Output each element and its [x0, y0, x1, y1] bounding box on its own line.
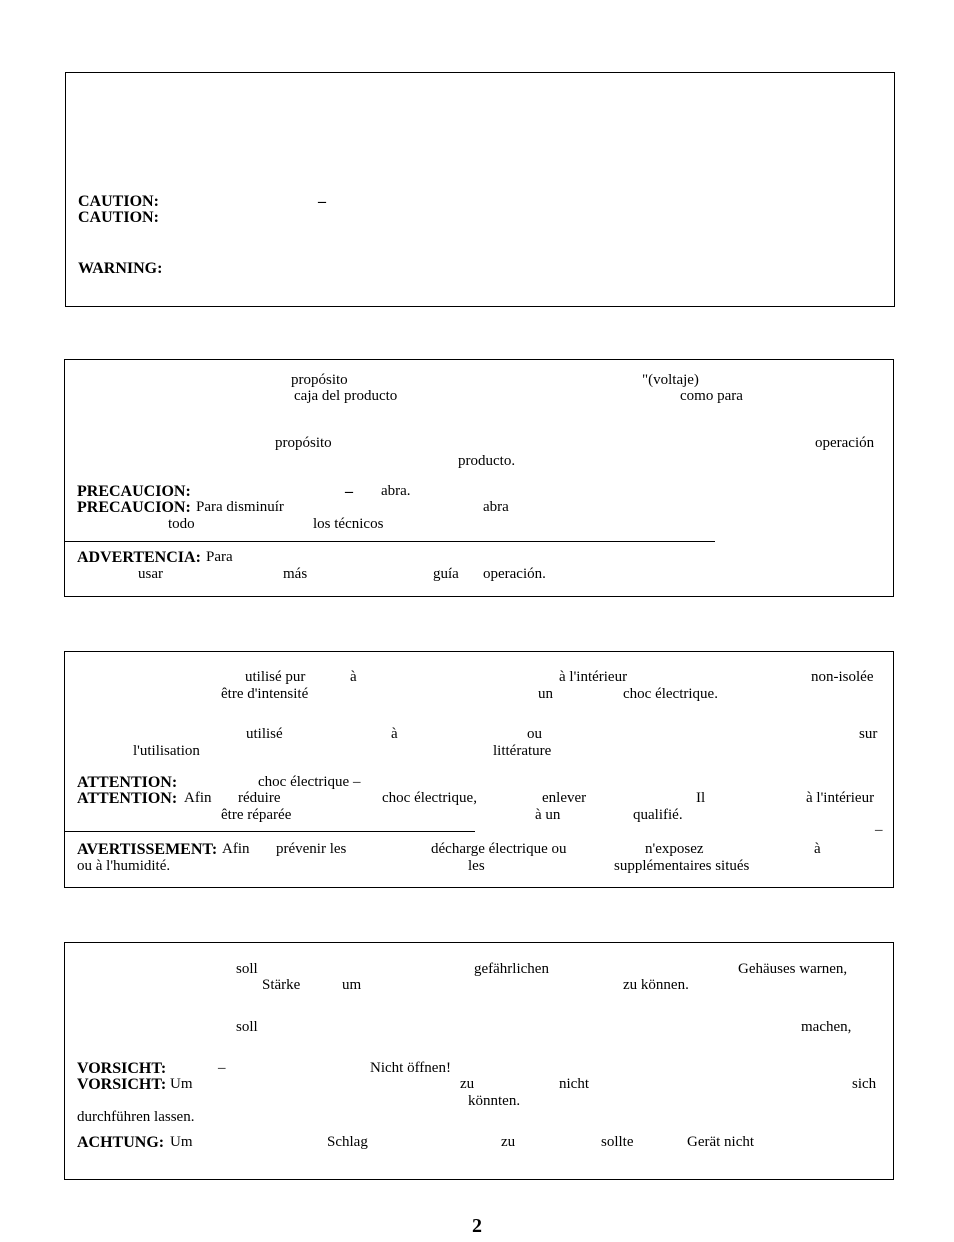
french-text: à [350, 669, 357, 685]
french-text: non-isolée [811, 669, 874, 685]
spanish-text: caja del producto [294, 388, 398, 404]
attention-label-2: ATTENTION: [77, 790, 178, 807]
german-text: Um [170, 1134, 193, 1150]
spanish-text: Para disminuír [196, 499, 284, 515]
german-safety-box [64, 942, 894, 1180]
achtung-label: ACHTUNG: [77, 1134, 165, 1151]
german-text: gefährlichen [474, 961, 549, 977]
section-divider [65, 541, 715, 542]
german-text: Um [170, 1076, 193, 1092]
spanish-text: abra [483, 499, 509, 515]
french-text: choc électrique, [382, 790, 477, 806]
french-text: un [538, 686, 553, 702]
spanish-text: todo [168, 516, 195, 532]
german-text: um [342, 977, 362, 993]
german-text: Gehäuses warnen, [738, 961, 848, 977]
caution-label-2: CAUTION: [78, 209, 159, 226]
german-text: Gerät nicht [687, 1134, 755, 1150]
french-text: sur [859, 726, 878, 742]
page-number: 2 [472, 1215, 482, 1237]
french-text: enlever [542, 790, 587, 806]
french-text: réduire [238, 790, 281, 806]
french-text: – [875, 822, 883, 838]
spanish-safety-box [64, 359, 894, 597]
french-text: choc électrique. [623, 686, 718, 702]
spanish-text: guía [433, 566, 459, 582]
french-text: littérature [493, 743, 552, 759]
french-text: être d'intensité [221, 686, 309, 702]
english-safety-box [65, 72, 895, 307]
german-text: machen, [801, 1019, 852, 1035]
attention-label-1: ATTENTION: [77, 774, 178, 791]
french-text: à [814, 841, 821, 857]
spanish-text: usar [138, 566, 163, 582]
precaucion-dash: – [345, 483, 353, 500]
german-text: zu können. [623, 977, 689, 993]
french-text: supplémentaires situés [614, 858, 750, 874]
french-text: Afin [222, 841, 250, 857]
french-text: prévenir les [276, 841, 347, 857]
french-text: Afin [184, 790, 212, 806]
german-text: – [218, 1060, 226, 1076]
french-text: qualifié. [633, 807, 683, 823]
caution-dash: – [318, 193, 326, 210]
german-text: Stärke [262, 977, 301, 993]
spanish-text: operación. [483, 566, 546, 582]
spanish-text: operación [815, 435, 875, 451]
warning-label: WARNING: [78, 260, 163, 277]
spanish-text: propósito [275, 435, 332, 451]
french-text: utilisé pur [245, 669, 306, 685]
spanish-text: "(voltaje) [642, 372, 699, 388]
german-text: soll [236, 1019, 258, 1035]
french-text: à [391, 726, 398, 742]
german-text: zu [501, 1134, 516, 1150]
french-text: à un [535, 807, 561, 823]
french-text: à l'intérieur [806, 790, 875, 806]
vorsicht-label-2: VORSICHT: [77, 1076, 167, 1093]
spanish-text: propósito [291, 372, 348, 388]
french-text: décharge électrique ou [431, 841, 567, 857]
french-text: ou à l'humidité. [77, 858, 171, 874]
precaucion-label-1: PRECAUCION: [77, 483, 191, 500]
french-text: choc électrique – [258, 774, 361, 790]
french-safety-box [64, 651, 894, 888]
spanish-text: abra. [381, 483, 411, 499]
german-text: Schlag [327, 1134, 368, 1150]
avertissement-label: AVERTISSEMENT: [77, 841, 218, 858]
french-text: à l'intérieur [559, 669, 628, 685]
german-text: nicht [559, 1076, 589, 1092]
spanish-text: más [283, 566, 308, 582]
german-text: könnten. [468, 1093, 521, 1109]
french-text: Il [696, 790, 706, 806]
french-text: l'utilisation [133, 743, 200, 759]
caution-label-1: CAUTION: [78, 193, 159, 210]
french-text: ou [527, 726, 542, 742]
german-text: durchführen lassen. [77, 1109, 195, 1125]
vorsicht-label-1: VORSICHT: [77, 1060, 167, 1077]
precaucion-label-2: PRECAUCION: [77, 499, 191, 516]
spanish-text: como para [680, 388, 743, 404]
spanish-text: producto. [458, 453, 516, 469]
german-text: Nicht öffnen! [370, 1060, 451, 1076]
french-text: être réparée [221, 807, 292, 823]
advertencia-label: ADVERTENCIA: [77, 549, 201, 566]
german-text: sollte [601, 1134, 634, 1150]
german-text: zu [460, 1076, 475, 1092]
french-text: n'exposez [645, 841, 704, 857]
spanish-text: Para [206, 549, 233, 565]
french-text: utilisé [246, 726, 283, 742]
spanish-text: los técnicos [313, 516, 384, 532]
section-divider [65, 831, 475, 832]
french-text: les [468, 858, 485, 874]
german-text: soll [236, 961, 258, 977]
german-text: sich [852, 1076, 877, 1092]
